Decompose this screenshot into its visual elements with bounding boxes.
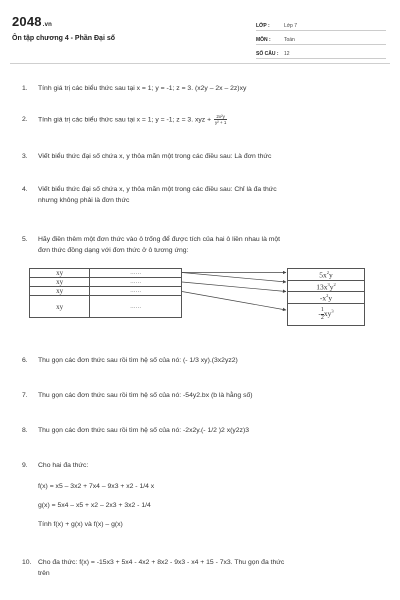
meta-value: 12 [284, 51, 290, 57]
question-text: Viết biểu thức đại số chứa x, y thỏa mãn một trong các điều sau: Là đơn thức [38, 153, 272, 160]
question-line: g(x) = 5x4 – x5 + x2 – 2x3 + 3x2 - 1/4 [38, 502, 151, 509]
monomial-var: y [328, 293, 333, 303]
question-2 [22, 114, 368, 125]
monomial-cell [288, 292, 365, 304]
fraction [214, 114, 227, 125]
arrow-line [182, 282, 286, 292]
question-line: f(x) = x5 – 3x2 + 7x4 – 9x3 + x2 - 1/4 x [38, 483, 155, 490]
question-number: 3. [22, 153, 28, 160]
monomial-var: y [329, 270, 333, 280]
arrow-line [182, 273, 286, 283]
question-text-line2: trên [38, 570, 50, 577]
fraction-numerator: 2x²y [214, 114, 227, 120]
table-cell-blank: …… [90, 278, 182, 287]
question-10 [22, 557, 368, 579]
question-text: Tính giá trị các biểu thức sau tại x = 1; y = -1; z = 3. xyz + [38, 116, 212, 124]
question-number: 2. [22, 116, 28, 123]
table-cell: xy [30, 269, 90, 278]
monomial-cell [288, 269, 365, 281]
question-9 [22, 460, 368, 530]
question-line: Tính f(x) + g(x) và f(x) – g(x) [38, 521, 123, 528]
question-3 [22, 151, 368, 162]
table-row [288, 303, 365, 325]
meta-row-subject [256, 31, 386, 45]
question-text: Hãy điền thêm một đơn thức vào ô trống để được tích của hai ô liền nhau là một [38, 236, 281, 243]
document-meta [256, 17, 386, 59]
monomial-exp: 2 [326, 293, 329, 298]
question-text: Thu gọn các đơn thức sau rồi tìm hệ số của nó: -54y2.bx (b là hằng số) [38, 392, 253, 399]
logo-suffix: .vn [42, 22, 53, 28]
question-6 [22, 355, 368, 366]
logo-text: 2048 [12, 14, 42, 29]
question-8 [22, 425, 368, 436]
question-number: 6. [22, 357, 28, 364]
monomial-var: xy [323, 308, 332, 318]
question-5 [22, 234, 368, 256]
meta-row-count [256, 45, 386, 59]
meta-key: LỚP : [256, 23, 270, 29]
table-cell: xy [30, 296, 90, 318]
table-cell-blank: …… [90, 269, 182, 278]
question-text: Tính giá trị các biểu thức sau tại x = 1; y = -1; z = 3. (x2y – 2x – 2z)xy [38, 85, 247, 92]
question-text-line2: nhưng không phải là đơn thức [38, 197, 130, 204]
question-number: 7. [22, 392, 28, 399]
monomial-cell [288, 280, 365, 292]
table-cell-blank: …… [90, 296, 182, 318]
monomial-cell [288, 303, 365, 325]
monomial-exp: 2 [326, 270, 329, 275]
monomial-coef: 13 [316, 282, 324, 291]
question-text: Thu gọn các đơn thức sau rồi tìm hệ số của nó: (- 1/3 xy).(3x2yz2) [38, 357, 238, 364]
monomial-coef: 5 [319, 270, 323, 280]
question-number: 4. [22, 186, 28, 193]
table-row [288, 280, 365, 292]
arrow-line [182, 292, 286, 311]
question-text-wrap [38, 114, 368, 125]
question-text: Cho đa thức: f(x) = -15x3 + 5x4 - 4x2 + 8x2 - 9x3 - x4 + 15 - 7x3. Thu gọn đa thức [38, 559, 285, 566]
question-1 [22, 83, 368, 94]
table-row [288, 292, 365, 304]
question-text: Thu gọn các đơn thức sau rồi tìm hệ số của nó: -2x2y.(- 1/2 )2 x(y2z)3 [38, 427, 249, 434]
question-text-line2: đơn thức đồng dạng với đơn thức ở ô tương ứng: [38, 247, 189, 254]
monomial-var: x [322, 293, 327, 303]
monomial-table [29, 268, 365, 326]
monomial-table-right [287, 268, 365, 326]
question-text: Viết biểu thức đại số chứa x, y thỏa mãn một trong các điều sau: Chỉ là đa thức [38, 186, 277, 193]
meta-row-class [256, 17, 386, 31]
fraction-denominator: 2 [320, 314, 324, 321]
question-7 [22, 390, 368, 401]
question-number: 9. [22, 462, 28, 469]
meta-key: SỐ CÂU : [256, 51, 279, 57]
question-4 [22, 184, 368, 206]
question-number: 1. [22, 85, 28, 92]
page-title: Ôn tập chương 4 - Phần Đại số [12, 35, 116, 42]
monomial-var: x [323, 270, 327, 280]
monomial-var: y [329, 282, 334, 291]
table-cell: xy [30, 287, 90, 296]
header-divider [10, 63, 390, 64]
fraction-numerator: 1 [320, 306, 324, 313]
site-logo[interactable] [12, 14, 52, 29]
question-number: 10. [22, 559, 32, 566]
table-row [288, 269, 365, 281]
monomial-exp: 3 [327, 281, 330, 287]
table-cell-blank: …… [90, 287, 182, 296]
table-cell: xy [30, 278, 90, 287]
monomial-exp: 2 [333, 281, 336, 287]
question-text: Cho hai đa thức: [38, 462, 89, 469]
monomial-sign: - [318, 308, 321, 318]
monomial-var: x [323, 282, 328, 291]
monomial-coef: - [319, 293, 323, 303]
fraction-denominator: y² + 1 [214, 120, 227, 125]
question-number: 8. [22, 427, 28, 434]
question-number: 5. [22, 236, 28, 243]
monomial-exp: 3 [331, 308, 334, 314]
meta-key: MÔN : [256, 37, 271, 43]
meta-value: Toán [284, 37, 295, 43]
meta-value: Lớp 7 [284, 23, 298, 29]
